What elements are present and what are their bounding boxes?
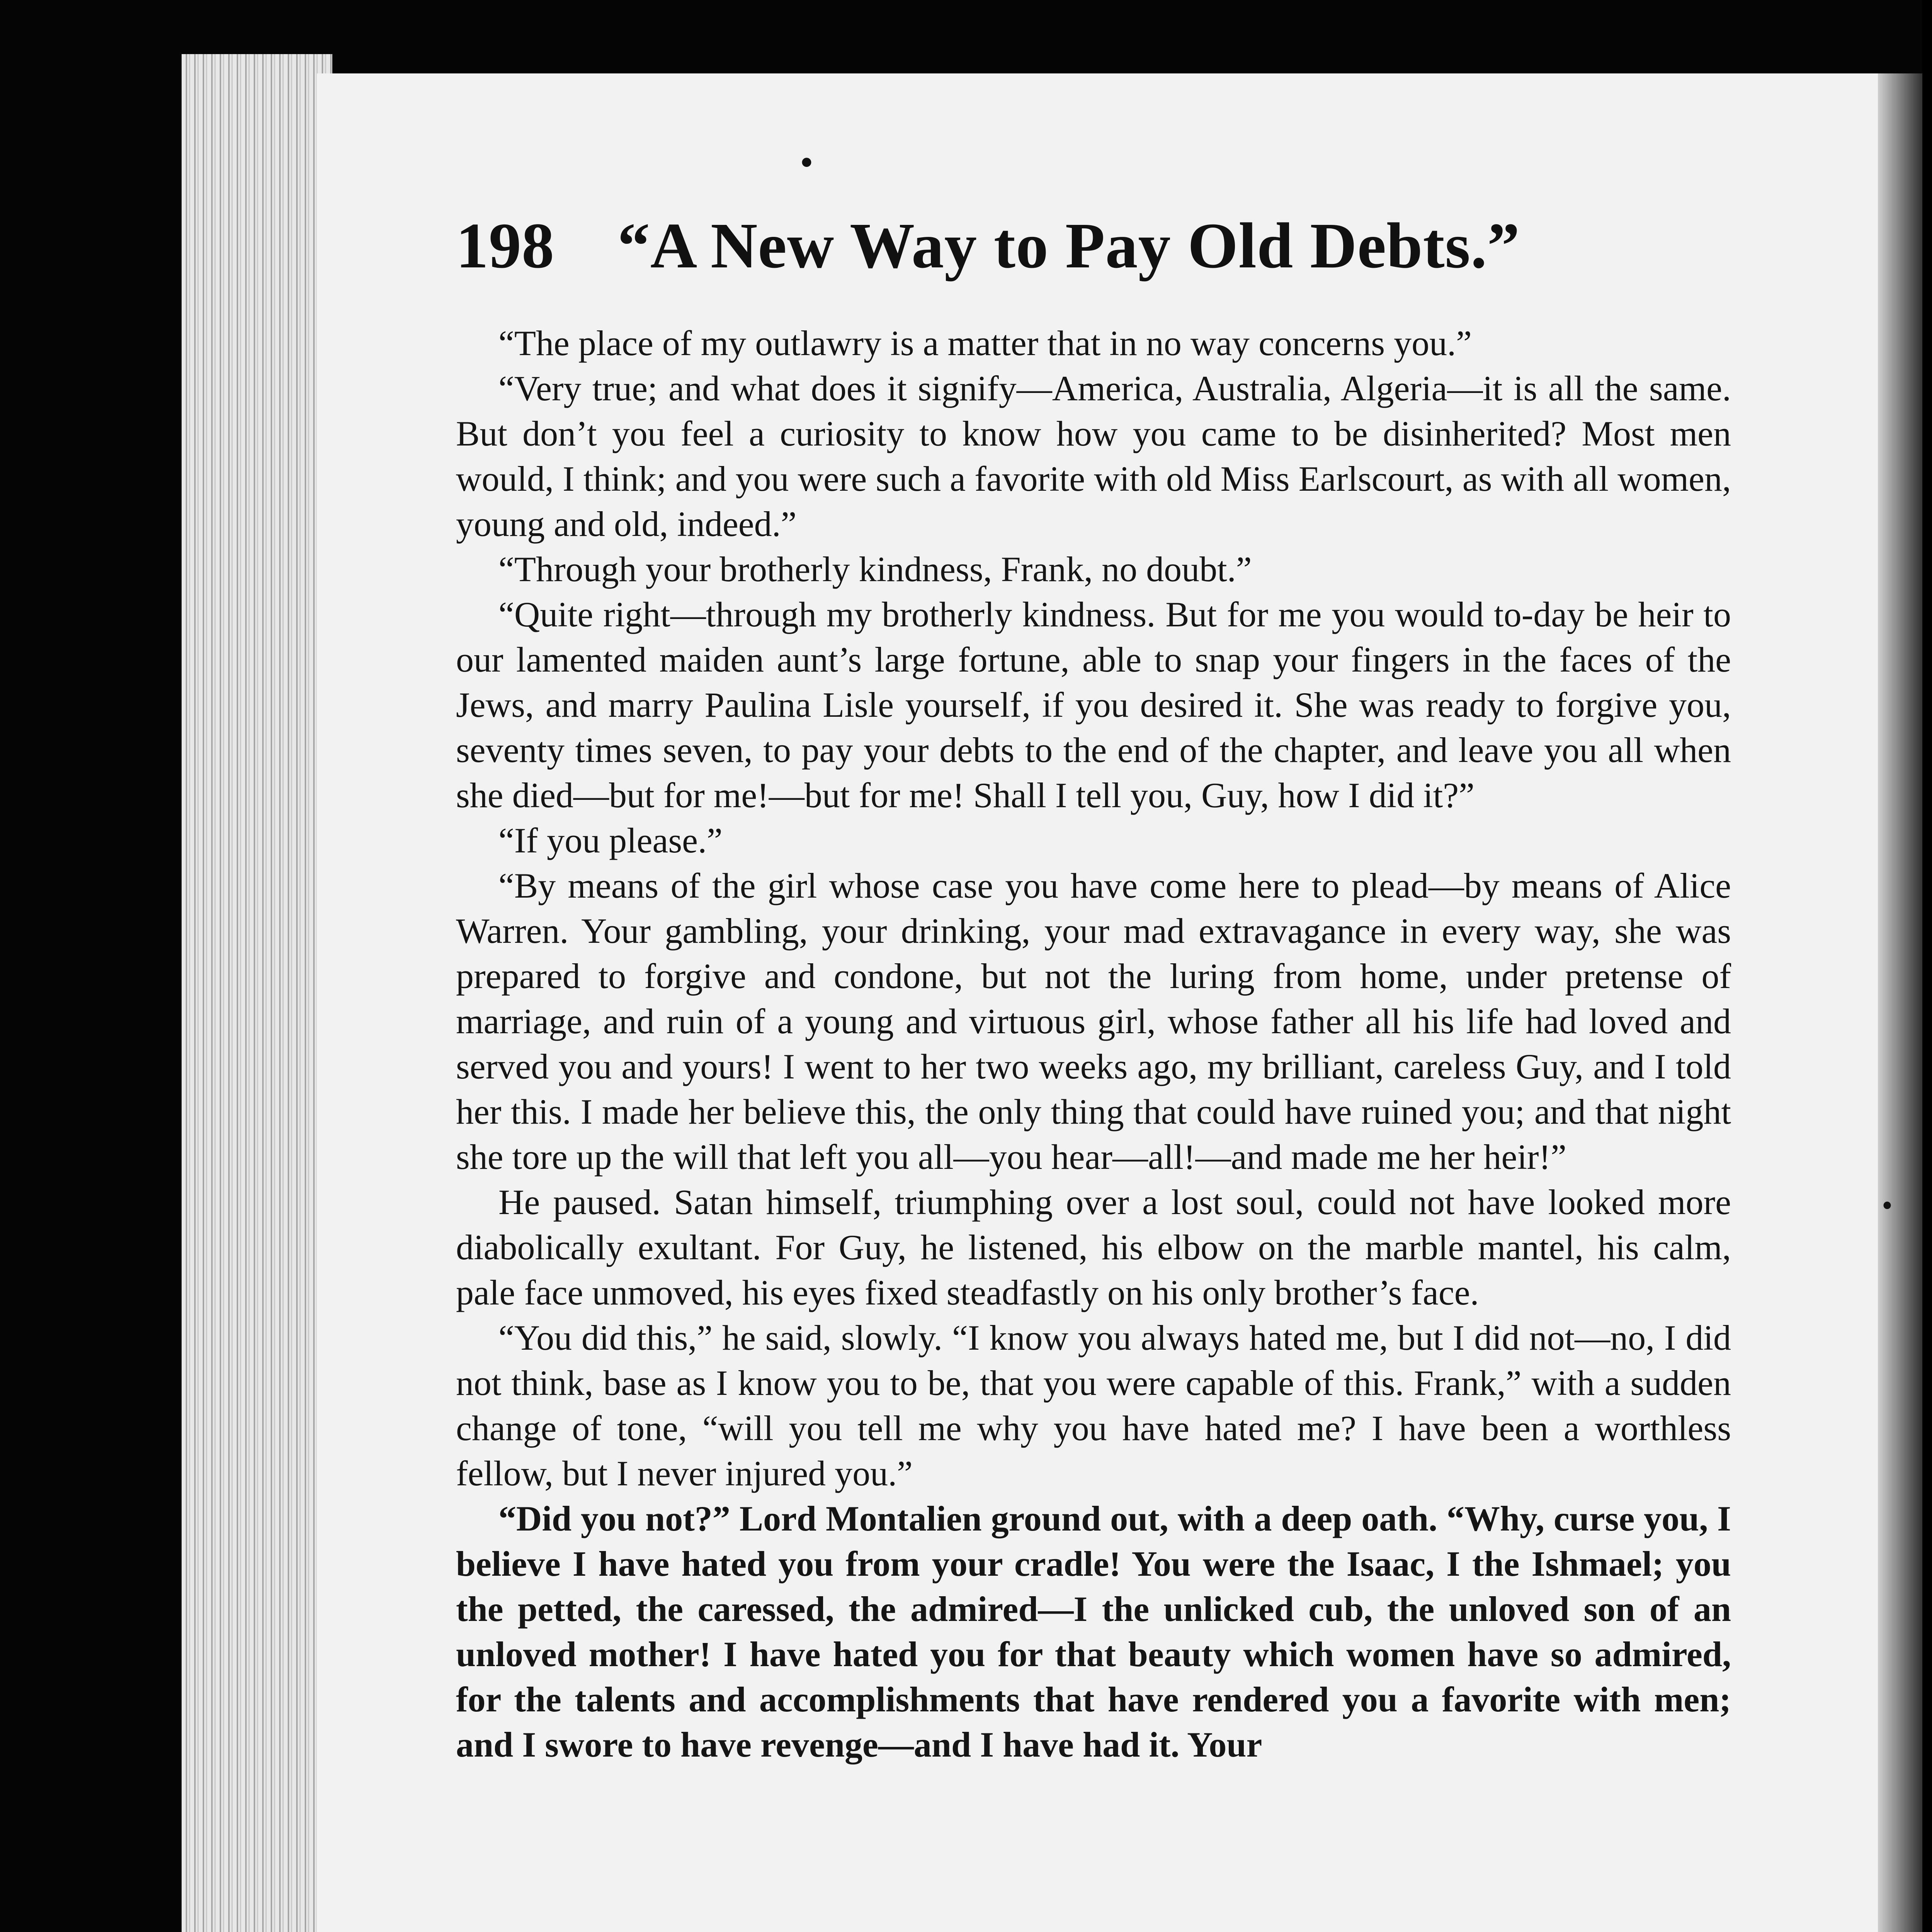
- paragraph: “If you please.”: [498, 821, 723, 860]
- running-title: “A New Way to Pay Old Debts.”: [617, 210, 1520, 282]
- book-spine: [1922, 0, 1932, 1932]
- paragraph: “Through your brotherly kindness, Frank, no doubt.”: [498, 549, 1252, 589]
- page-header: [456, 209, 1520, 283]
- paragraph: “You did this,” he said, slowly. “I know you always hated me, but I did not—no, I did not think, base as I know you to be, that you were capable of this. Frank,” with a sudden change of tone, “will you tell me why you have hated me? I have been a worthless fellow, but I never injured you.”: [456, 1318, 1731, 1493]
- paragraph: “By means of the girl whose case you have come here to plead—by means of Alice Warren. Your gambling, your drinking, your mad extravagance in every way, she was prepared to forgive and condone, but not the luring from home, under pretense of marriage, and ruin of a young and virtuous girl, whose father all his life had loved and served you and yours! I went to her two weeks ago, my brilliant, careless Guy, and I told her this. I made her believe this, the only thing that could have ruined you; and that night she tore up the will that left you all—you hear—all!—and made me her heir!”: [456, 866, 1731, 1177]
- paragraph: He paused. Satan himself, triumphing over a lost soul, could not have looked more diabolically exultant. For Guy, he listened, his elbow on the marble mantel, his calm, pale face unmoved, his eyes fixed steadfastly on his only brother’s face.: [456, 1182, 1731, 1312]
- paragraph: “Quite right—through my brotherly kindness. But for me you would to-day be heir to our lamented maiden aunt’s large fortune, able to snap your fingers in the faces of the Jews, and marry Paulina Lisle yourself, if you desired it. She was ready to forgive you, seventy times seven, to pay your debts to the end of the chapter, and leave you all when she died—but for me!—but for me! Shall I tell you, Guy, how I did it?”: [456, 595, 1731, 815]
- page-number: 198: [456, 210, 554, 282]
- paragraph: “The place of my outlawry is a matter that in no way concerns you.”: [498, 323, 1472, 363]
- ink-speck: •: [800, 141, 814, 184]
- paragraph: “Did you not?” Lord Montalien ground out, with a deep oath. “Why, curse you, I believe I have hated you from your cradle! You were the Isaac, I the Ishmael; you the petted, the caressed, the admired—I the unlicked cub, the unloved son of an unloved mother! I have hated you for that beauty which women have so admired, for the talents and accomplishments that have rendered you a favorite with men; and I swore to have revenge—and I have had it. Your: [456, 1499, 1731, 1764]
- ink-speck: •: [1882, 1189, 1893, 1223]
- paragraph: “Very true; and what does it signify—America, Australia, Algeria—it is all the same. But don’t you feel a curiosity to know how you came to be disinherited? Most men would, I think; and you were such a favorite with old Miss Earlscourt, as with all women, young and old, indeed.”: [456, 369, 1731, 544]
- gutter-shadow: [1878, 73, 1924, 1932]
- body-text: [456, 321, 1731, 1767]
- page-edges: [182, 54, 332, 1932]
